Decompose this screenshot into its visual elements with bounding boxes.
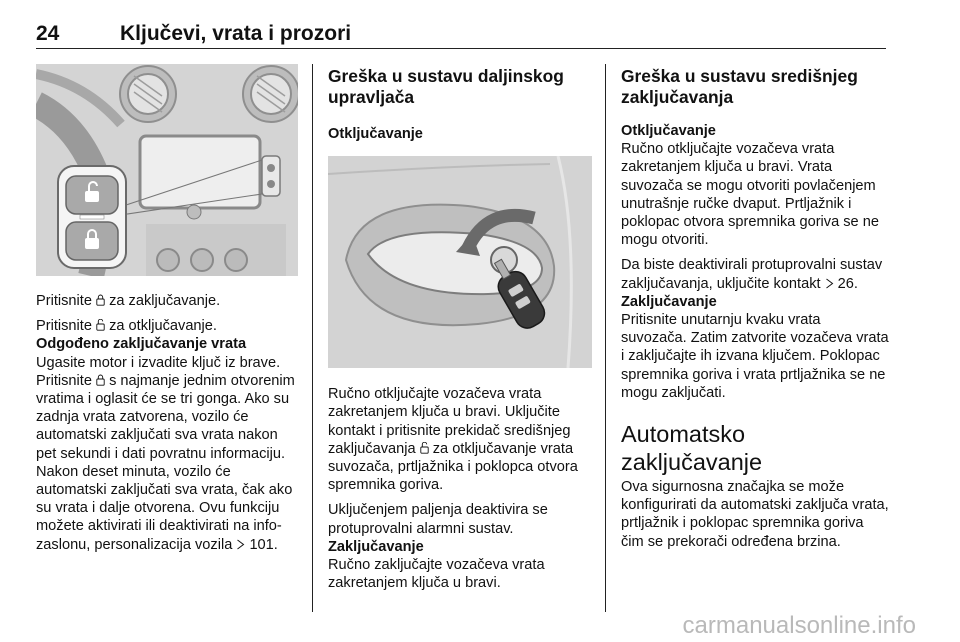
lock-icon (96, 294, 105, 306)
column-divider-2 (605, 64, 606, 612)
manual-unlock-paragraph: Ručno otključajte vozačeva vrata zakretanjem ključa u bravi. Uključite kontakt i pritisnite prekidač središnjeg zaključavanja za otključavanje vrata suvozača, prtljažnika i poklopca otvora spremnika goriva. (328, 386, 578, 494)
remote-control-fault-heading: Greška u sustavu daljinskog upravljača (328, 66, 564, 107)
dashboard-illustration-svg (36, 64, 298, 276)
locking-subheading: Zaključavanje (328, 538, 424, 555)
page-reference-link[interactable]: 26. (837, 275, 858, 292)
lock-icon (96, 374, 105, 386)
central-locking-fault-heading: Greška u sustavu središnjeg zaključavanja (621, 66, 858, 107)
automatic-locking-paragraph: Ova sigurnosna značajka se može konfigurirati da automatski zaključa vrata, prtljažnik i poklopac spremnika goriva čim se prekorači određena brzina. (621, 479, 889, 550)
watermark: carmanualsonline.info (682, 612, 916, 639)
door-handle-illustration-svg (328, 156, 592, 368)
column-middle (328, 64, 592, 592)
delayed-locking-heading: Odgođeno zaključavanje vrata (36, 336, 247, 353)
column-left (36, 64, 298, 554)
central-lock-paragraph: Pritisnite unutarnju kvaku vrata suvozača. Zatim zatvorite vozačeva vrata i zaključajte ih izvana ključem. Poklopac spremnika goriva i vrata prtljažnika se ne mogu zaključati. (621, 312, 889, 401)
lock-instruction: Pritisnite za zaključavanje. (36, 293, 221, 309)
unlock-icon (420, 442, 429, 454)
column-divider-1 (312, 64, 313, 612)
delayed-locking-paragraph: Ugasite motor i izvadite ključ iz brave. Pritisnite s najmanje jednim otvorenim vratima i oglasit će se tri gonga. Ako su zadnja vrata zatvorena, vozilo će automatski zaključati sva vrata nakon pet sekundi i dati povratnu informaciju. Nakon deset minuta, vozilo će automatski zaključati sva vrata, čak ako su vrata i dalje otvorena. Ovu funkciju možete aktivirati ili deaktivirati na info-zaslonu, personalizacija vozila 101. (36, 354, 295, 553)
chapter-title: Ključevi, vrata i prozori (120, 22, 352, 45)
unlocking-subheading: Otključavanje (328, 126, 423, 142)
unlock-icon (96, 319, 105, 331)
page-reference-arrow-icon (825, 278, 834, 289)
page-reference-link[interactable]: 101. (249, 536, 278, 553)
manual-lock-paragraph: Ručno zaključajte vozačeva vrata zakretanjem ključa u bravi. (328, 557, 545, 592)
alarm-deactivate-paragraph: Da biste deaktivirali protuprovalni sustav zaključavanja, uključite kontakt 26. (621, 257, 883, 292)
page-header (36, 0, 886, 52)
unlocking-subheading: Otključavanje (621, 123, 716, 139)
header-divider (36, 48, 886, 49)
locking-subheading: Zaključavanje (621, 293, 717, 310)
column-right (621, 64, 889, 551)
door-handle-key-illustration (328, 156, 592, 368)
page-reference-arrow-icon (236, 539, 245, 550)
page-number: 24 (36, 22, 60, 45)
unlock-instruction: Pritisnite za otključavanje. (36, 318, 217, 335)
central-unlock-paragraph: Ručno otključajte vozačeva vrata zakretanjem ključa u bravi. Vrata suvozača se mogu otvoriti povlačenjem unutrašnje ručke dvaput. Prtljažnik i poklopac otvora spremnika goriva se ne mogu otvoriti. (621, 141, 879, 249)
automatic-locking-heading: Automatsko zaključavanje (621, 421, 763, 476)
ignition-alarm-paragraph: Uključenjem paljenja deaktivira se protuprovalni alarmni sustav. (328, 502, 548, 537)
dashboard-lock-buttons-illustration (36, 64, 298, 276)
